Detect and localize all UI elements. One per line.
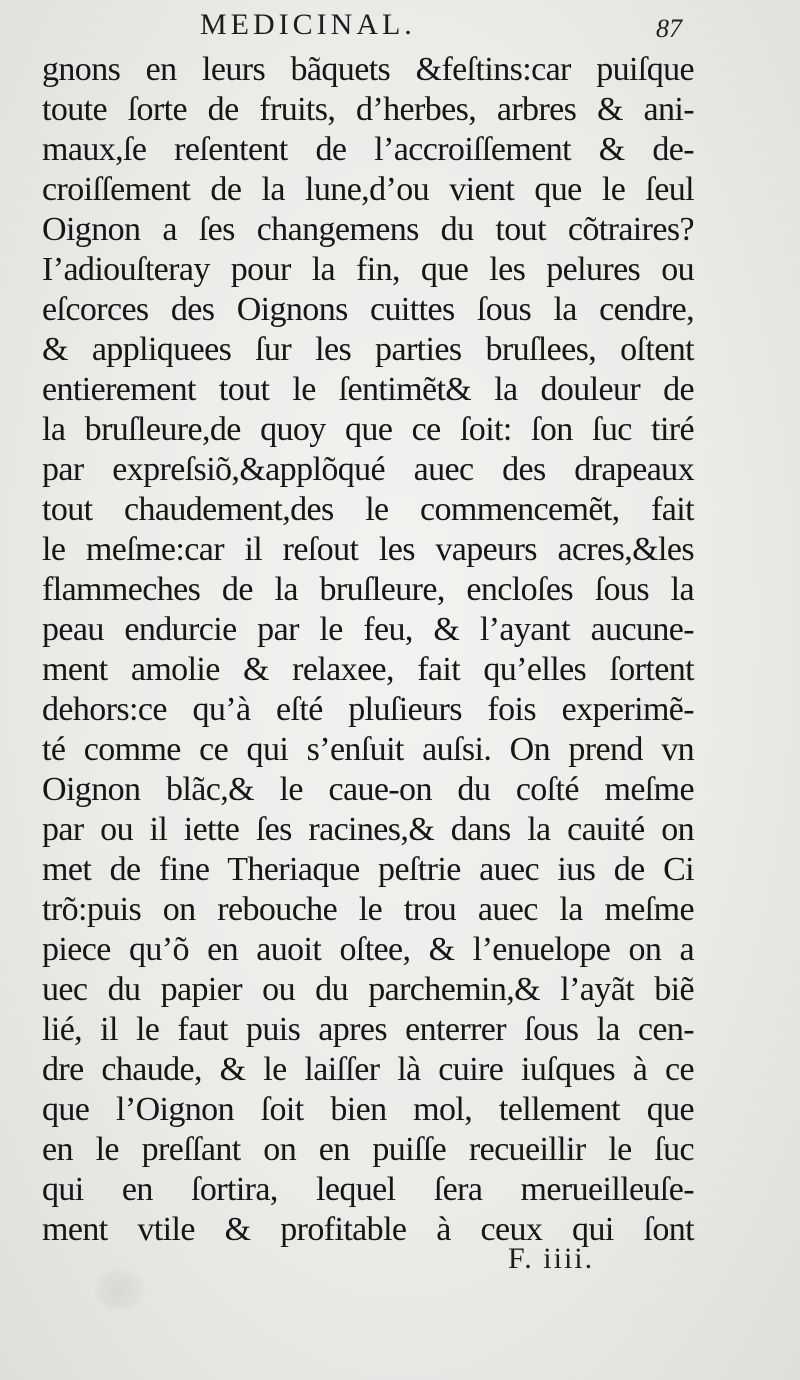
text-line: entierement tout le ſentimẽt& la douleur de: [42, 371, 694, 408]
text-line: croiſſement de la lune,d’ou vient que le ſeul: [42, 171, 694, 208]
text-line: met de fine Theriaque peſtrie auec ius de Ci: [42, 851, 694, 888]
text-line: toute ſorte de fruits, d’herbes, arbres & ani-: [42, 91, 694, 128]
page-number: 87: [656, 14, 682, 43]
text-line: tout chaudement,des le commencemẽt, fait: [42, 491, 694, 528]
text-line: piece qu’õ en auoit oſtee, & l’enuelope on a: [42, 931, 694, 968]
running-head: MEDICINAL.: [200, 8, 416, 41]
text-line: par ou il iette ſes racines,& dans la cauité on: [42, 811, 694, 848]
text-line: uec du papier ou du parchemin,& l’ayãt biẽ: [42, 971, 694, 1008]
body-text: [42, 50, 694, 1250]
text-line: par expreſsiõ,&applõqué auec des drapeaux: [42, 451, 694, 488]
text-line: que l’Oignon ſoit bien mol, tellement que: [42, 1091, 694, 1128]
text-line: la bruſleure,de quoy que ce ſoit: ſon ſuc tiré: [42, 411, 694, 448]
text-line: qui en ſortira, lequel ſera merueilleuſe-: [42, 1171, 694, 1208]
text-line: Oignon blãc,& le caue-on du coſté meſme: [42, 771, 694, 808]
text-line: Oignon a ſes changemens du tout cõtraires?: [42, 211, 694, 248]
text-line: ment amolie & relaxee, fait qu’elles ſortent: [42, 651, 694, 688]
text-line: I’adiouſteray pour la fin, que les pelures ou: [42, 251, 694, 288]
text-line: té comme ce qui s’enſuit auſsi. On prend vn: [42, 731, 694, 768]
text-line: eſcorces des Oignons cuittes ſous la cendre,: [42, 291, 694, 328]
text-line: peau endurcie par le feu, & l’ayant aucune-: [42, 611, 694, 648]
text-line: dehors:ce qu’à eſté pluſieurs fois experimẽ-: [42, 691, 694, 728]
text-line: trõ:puis on rebouche le trou auec la meſme: [42, 891, 694, 928]
text-line: le meſme:car il reſout les vapeurs acres,&les: [42, 531, 694, 568]
text-line: lié, il le faut puis apres enterrer ſous la cen-: [42, 1011, 694, 1048]
text-line: ment vtile & profitable à ceux qui ſont: [42, 1211, 694, 1248]
paper-stain: [95, 1270, 145, 1310]
signature-mark: F. iiii.: [508, 1242, 595, 1275]
text-line: gnons en leurs bãquets &feſtins:car puiſque: [42, 51, 694, 88]
text-line: flammeches de la bruſleure, encloſes ſous la: [42, 571, 694, 608]
text-line: & appliquees ſur les parties bruſlees, oſtent: [42, 331, 694, 368]
text-line: dre chaude, & le laiſſer là cuire iuſques à ce: [42, 1051, 694, 1088]
text-line: maux,ſe reſentent de l’accroiſſement & de-: [42, 131, 694, 168]
text-line: en le preſſant on en puiſſe recueillir le ſuc: [42, 1131, 694, 1168]
